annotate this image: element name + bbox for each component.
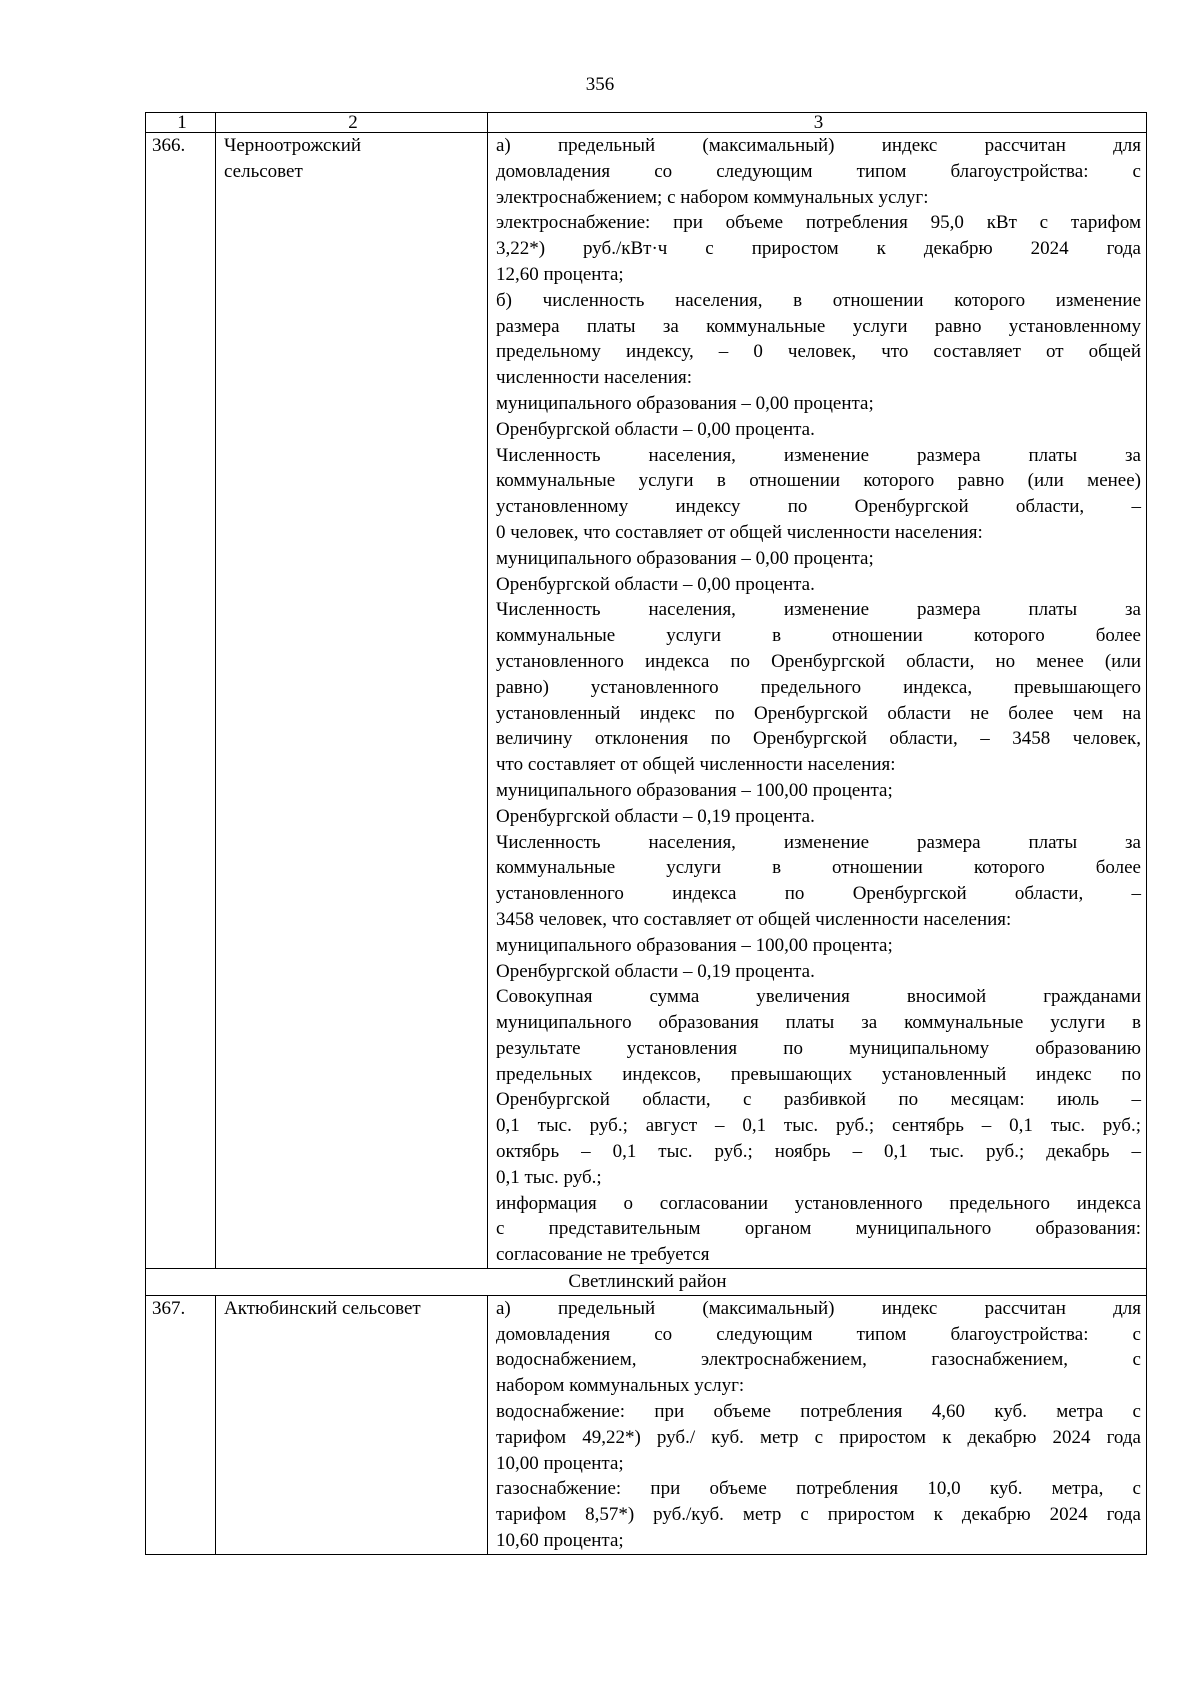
- text-line: а) предельный (максимальный) индекс рассчитан для: [496, 135, 1141, 156]
- text-line: 3,22*) руб./кВт·ч с приростом к декабрю 2024 года: [496, 238, 1141, 260]
- text-line: электроснабжением; с набором коммунальных услуг:: [496, 186, 929, 208]
- text-line: согласование не требуется: [496, 1244, 710, 1266]
- text-line: равно) установленного предельного индекса, превышающего: [496, 676, 1141, 698]
- row-description: [488, 1295, 1147, 1554]
- table-header-row: [146, 113, 1147, 133]
- text-line: муниципального образования – 100,00 процента;: [496, 779, 893, 801]
- text-line: Оренбургской области – 0,00 процента.: [496, 573, 815, 595]
- text-line: численности населения:: [496, 367, 693, 389]
- row-number: 367.: [146, 1295, 216, 1554]
- text-line: муниципального образования – 0,00 процента;: [496, 392, 874, 414]
- row-description: [488, 133, 1147, 1269]
- text-line: с представительным органом муниципального образования:: [496, 1218, 1141, 1240]
- header-col-1: 1: [146, 113, 216, 133]
- text-line: муниципального образования – 0,00 процента;: [496, 547, 874, 569]
- text-line: коммунальные услуги в отношении которого более: [496, 625, 1141, 647]
- row-number: 366.: [146, 133, 216, 1269]
- text-line: коммунальные услуги в отношении которого равно (или менее): [496, 470, 1141, 492]
- text-line: 12,60 процента;: [496, 263, 624, 285]
- text-line: Оренбургской области, с разбивкой по месяцам: июль –: [496, 1089, 1141, 1111]
- header-col-2: 2: [216, 113, 488, 133]
- text-line: установленного индекса по Оренбургской области, –: [496, 883, 1141, 905]
- text-line: 3458 человек, что составляет от общей численности населения:: [496, 908, 1012, 930]
- text-line: предельному индексу, – 0 человек, что составляет от общей: [496, 341, 1141, 363]
- text-line: 0,1 тыс. руб.;: [496, 1166, 602, 1188]
- text-line: домовладения со следующим типом благоустройства: с: [496, 160, 1141, 182]
- text-line: Численность населения, изменение размера платы за: [496, 831, 1141, 853]
- text-line: предельных индексов, превышающих установленный индекс по: [496, 1063, 1141, 1085]
- region-row: [146, 1269, 1147, 1296]
- municipality-name: [216, 1295, 488, 1554]
- table-row: [146, 133, 1147, 1269]
- text-line: б) численность населения, в отношении которого изменение: [496, 289, 1141, 311]
- text-line: домовладения со следующим типом благоустройства: с: [496, 1323, 1141, 1345]
- text-line: октябрь – 0,1 тыс. руб.; ноябрь – 0,1 тыс. руб.; декабрь –: [496, 1141, 1141, 1163]
- text-line: величину отклонения по Оренбургской области, – 3458 человек,: [496, 728, 1141, 750]
- region-title: Светлинский район: [146, 1269, 1147, 1296]
- page-number: 356: [585, 74, 615, 95]
- text-line: 0 человек, что составляет от общей численности населения:: [496, 521, 983, 543]
- municipality-name: [216, 133, 488, 1269]
- text-line: набором коммунальных услуг:: [496, 1375, 745, 1397]
- text-line: Совокупная сумма увеличения вносимой гражданами: [496, 986, 1141, 1008]
- tariff-table: [145, 112, 1147, 1555]
- text-line: тарифом 8,57*) руб./куб. метр с приростом к декабрю 2024 года: [496, 1504, 1141, 1526]
- text-line: водоснабжение: при объеме потребления 4,60 куб. метра с: [496, 1401, 1141, 1423]
- text-line: что составляет от общей численности населения:: [496, 754, 896, 776]
- text-line: водоснабжением, электроснабжением, газоснабжением, с: [496, 1349, 1141, 1371]
- text-line: а) предельный (максимальный) индекс рассчитан для: [496, 1297, 1141, 1319]
- text-line: информация о согласовании установленного предельного индекса: [496, 1192, 1141, 1214]
- text-line: установленному индексу по Оренбургской области, –: [496, 496, 1141, 518]
- text-line: тарифом 49,22*) руб./ куб. метр с приростом к декабрю 2024 года: [496, 1426, 1141, 1448]
- name-line: Черноотрожский: [224, 135, 362, 156]
- text-line: Оренбургской области – 0,19 процента.: [496, 805, 815, 827]
- text-line: муниципального образования платы за коммунальные услуги в: [496, 1012, 1141, 1034]
- name-line: сельсовет: [224, 160, 303, 182]
- text-line: установленный индекс по Оренбургской области не более чем на: [496, 702, 1141, 724]
- text-line: Оренбургской области – 0,19 процента.: [496, 960, 815, 982]
- header-col-3: 3: [488, 113, 1147, 133]
- text-line: муниципального образования – 100,00 процента;: [496, 934, 893, 956]
- text-line: Оренбургской области – 0,00 процента.: [496, 418, 815, 440]
- text-line: газоснабжение: при объеме потребления 10,0 куб. метра, с: [496, 1478, 1141, 1500]
- text-line: электроснабжение: при объеме потребления 95,0 кВт с тарифом: [496, 212, 1141, 234]
- text-line: 10,60 процента;: [496, 1530, 624, 1552]
- text-line: Численность населения, изменение размера платы за: [496, 444, 1141, 466]
- text-line: коммунальные услуги в отношении которого более: [496, 857, 1141, 879]
- name-line: Актюбинский сельсовет: [224, 1297, 421, 1319]
- text-line: 0,1 тыс. руб.; август – 0,1 тыс. руб.; сентябрь – 0,1 тыс. руб.;: [496, 1115, 1141, 1137]
- text-line: результате установления по муниципальному образованию: [496, 1037, 1141, 1059]
- text-line: Численность населения, изменение размера платы за: [496, 599, 1141, 621]
- table-row: [146, 1295, 1147, 1554]
- text-line: размера платы за коммунальные услуги равно установленному: [496, 315, 1141, 337]
- text-line: 10,00 процента;: [496, 1452, 624, 1474]
- text-line: установленного индекса по Оренбургской области, но менее (или: [496, 650, 1141, 672]
